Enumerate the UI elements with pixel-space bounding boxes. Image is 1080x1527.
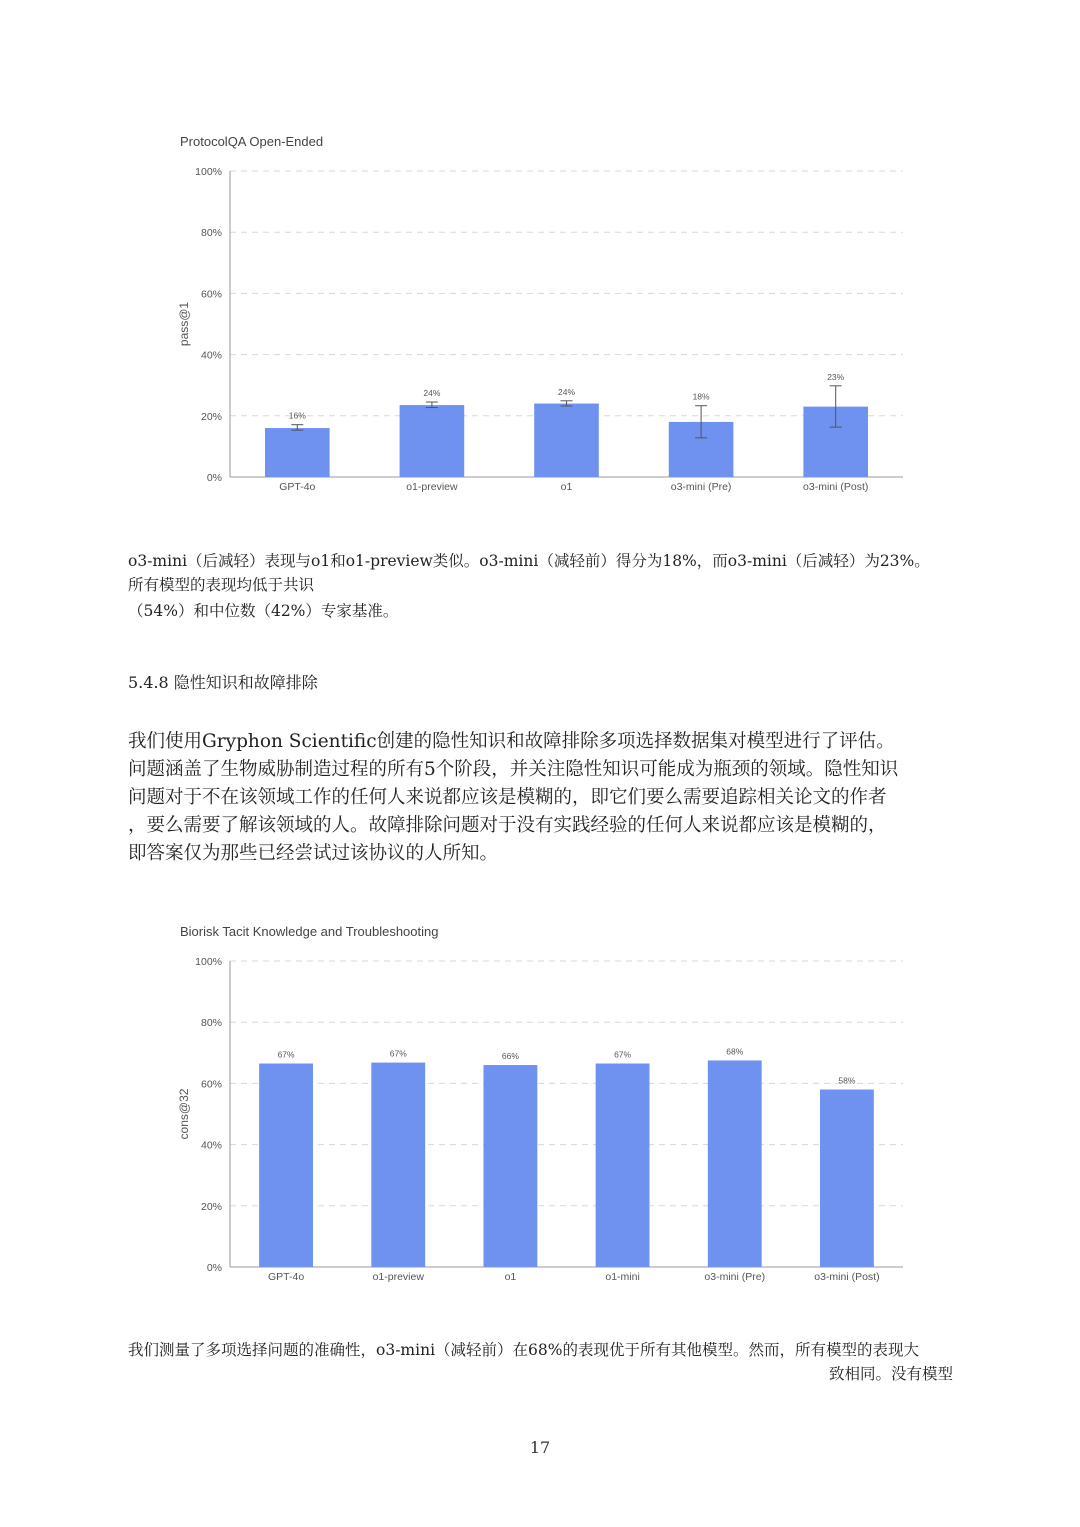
y-tick-label: 40% xyxy=(200,1139,222,1152)
data-label: 68% xyxy=(726,1046,744,1057)
chart2-title: Biorisk Tacit Knowledge and Troubleshooting xyxy=(180,924,439,939)
caption-2 xyxy=(128,1338,953,1386)
y-tick-label: 100% xyxy=(195,166,222,178)
body-paragraph xyxy=(128,728,953,868)
x-tick-label: o3-mini (Pre) xyxy=(670,481,732,493)
y-tick-label: 60% xyxy=(200,288,222,301)
data-label: 66% xyxy=(501,1051,519,1062)
caption-2-line-1: 我们测量了多项选择问题的准确性，o3-mini（减轻前）在68%的表现优于所有其他模型。然而，所有模型的表现大 xyxy=(128,1341,919,1359)
bar xyxy=(371,1063,425,1267)
bar xyxy=(708,1060,762,1267)
x-tick-label: o1 xyxy=(504,1271,517,1283)
y-axis-label: cons@32 xyxy=(177,1088,191,1140)
data-label: 58% xyxy=(838,1075,856,1086)
x-tick-label: o1 xyxy=(560,481,573,493)
data-label: 18% xyxy=(692,391,710,402)
x-tick-label: o3-mini (Post) xyxy=(814,1271,880,1283)
data-label: 67% xyxy=(389,1048,407,1059)
y-tick-label: 80% xyxy=(200,227,222,240)
y-tick-label: 20% xyxy=(200,1200,222,1213)
y-tick-label: 0% xyxy=(206,472,222,484)
chart1-protocolqa xyxy=(160,160,920,500)
bar xyxy=(596,1064,650,1267)
body-line: 即答案仅为那些已经尝试过该协议的人所知。 xyxy=(128,843,499,864)
caption-1-line-3: （54%）和中位数（42%）专家基准。 xyxy=(128,602,399,620)
data-label: 16% xyxy=(288,410,306,421)
x-tick-label: o1-mini xyxy=(605,1271,640,1283)
chart1-title: ProtocolQA Open-Ended xyxy=(180,134,324,149)
bar xyxy=(534,404,599,477)
chart2-biorisk xyxy=(160,950,920,1290)
data-label: 23% xyxy=(827,371,845,382)
data-label: 67% xyxy=(614,1049,632,1060)
body-line: ，要么需要了解该领域的人。故障排除问题对于没有实践经验的任何人来说都应该是模糊的， xyxy=(128,815,887,836)
section-heading: 5.4.8 隐性知识和故障排除 xyxy=(128,673,318,692)
body-line: 问题对于不在该领域工作的任何人来说都应该是模糊的，即它们要么需要追踪相关论文的作者 xyxy=(128,787,887,808)
y-tick-label: 20% xyxy=(200,410,222,423)
data-label: 67% xyxy=(277,1049,295,1060)
x-tick-label: o3-mini (Post) xyxy=(803,481,869,493)
y-tick-label: 60% xyxy=(200,1078,222,1091)
caption-1-line-1: o3-mini（后减轻）表现与o1和o1-preview类似。o3-mini（减轻前）得分为18%，而o3-mini（后减轻）为23%。 xyxy=(128,552,930,570)
bar xyxy=(265,428,330,477)
y-tick-label: 40% xyxy=(200,349,222,362)
x-tick-label: o1-preview xyxy=(372,1271,424,1283)
bar xyxy=(820,1090,874,1267)
x-tick-label: GPT-4o xyxy=(267,1271,305,1283)
y-tick-label: 0% xyxy=(206,1262,222,1274)
x-tick-label: o1-preview xyxy=(406,481,458,493)
caption-1-line-2: 所有模型的表现均低于共识 xyxy=(128,576,315,594)
x-tick-label: GPT-4o xyxy=(279,481,316,493)
caption-2-line-2: 致相同。没有模型 xyxy=(828,1365,953,1383)
y-tick-label: 100% xyxy=(195,956,222,968)
y-tick-label: 80% xyxy=(200,1017,222,1030)
body-line: 问题涵盖了生物威胁制造过程的所有5个阶段，并关注隐性知识可能成为瓶颈的领域。隐性知识 xyxy=(128,759,899,780)
x-tick-label: o3-mini (Pre) xyxy=(704,1271,766,1283)
data-label: 24% xyxy=(557,386,576,397)
page-number: 17 xyxy=(529,1438,551,1457)
data-label: 24% xyxy=(423,388,441,399)
bar xyxy=(400,405,465,477)
bar xyxy=(483,1065,537,1267)
body-line: 我们使用Gryphon Scientific创建的隐性知识和故障排除多项选择数据集对模型进行了评估。 xyxy=(128,731,895,752)
caption-1 xyxy=(128,549,958,623)
bar xyxy=(259,1064,313,1267)
y-axis-label: pass@1 xyxy=(177,301,191,347)
